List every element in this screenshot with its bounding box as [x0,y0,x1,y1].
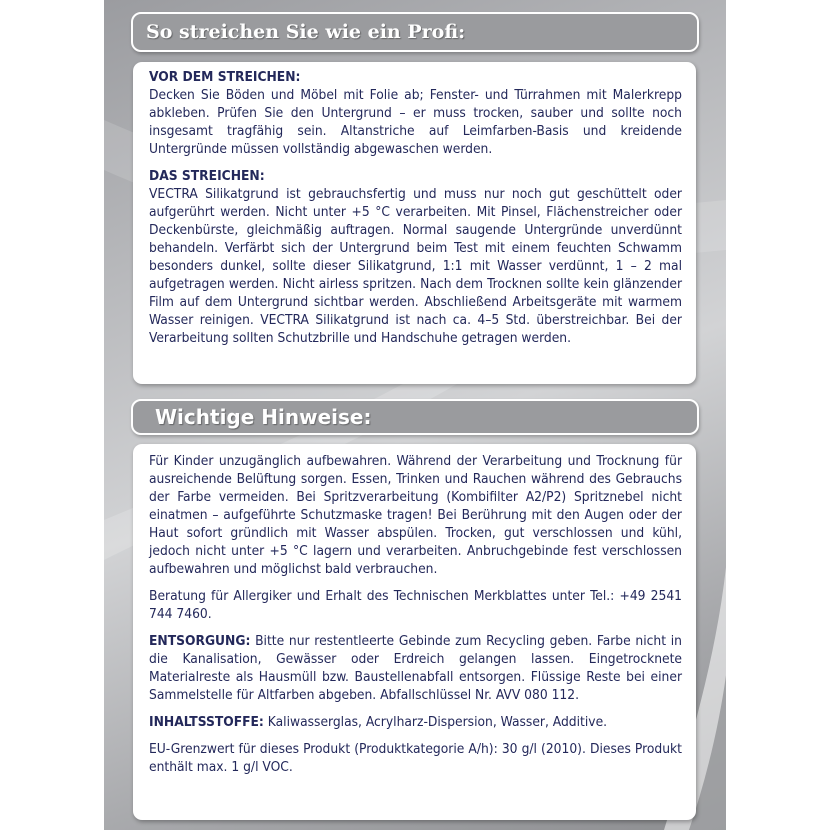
ingredients-paragraph [149,713,682,731]
before-painting-section [149,68,682,158]
profi-header-title: So streichen Sie wie ein Profi: [146,21,466,43]
disposal-paragraph [149,632,682,704]
ingredients-text: Kaliwasserglas, Acrylharz-Dispersion, Wasser, Additive. [263,714,608,730]
disposal-text: Bitte nur restentleerte Gebinde zum Recycling geben. Farbe nicht in die Kanalisation, Gewässer oder Erdreich gelangen lassen. Eingetrocknete Materialreste als Hausmüll bzw. Baustellenabfall entsorgen. Flüssige Reste bei einer Sammelstelle für Altfarben abgeben. Abfallschlüssel Nr. AVV 080 112. [149,633,682,703]
advice-text: Beratung für Allergiker und Erhalt des Technischen Merkblattes unter Tel.: +49 2541 744 7460. [149,588,682,622]
instructions-box [133,62,696,384]
before-painting-text: Decken Sie Böden und Möbel mit Folie ab; Fenster- und Türrahmen mit Malerkrepp abkleben. Prüfen Sie den Untergrund – er muss trocken, sauber und sollte noch insgesamt tragfähig sein. Altanstriche auf Leimfarben-Basis und kreidende Untergründe müssen vollständig abgewaschen werden. [149,87,682,157]
eu-limit-text: EU-Grenzwert für dieses Produkt (Produktkategorie A/h): 30 g/l (2010). Dieses Produkt enthält max. 1 g/l VOC. [149,741,682,775]
painting-text: VECTRA Silikatgrund ist gebrauchsfertig und muss nur noch gut geschüttelt oder aufgerührt werden. Nicht unter +5 °C verarbeiten. Mit Pinsel, Flächenstreicher oder Deckenbürste, gleichmäßig auftragen. Normal saugende Untergründe unverdünnt behandeln. Verfärbt sich der Untergrund beim Test mit einem feuchten Schwamm besonders dunkel, sollte dieser Silikatgrund, 1:1 mit Wasser verdünnt, 1 – 2 mal aufgetragen werden. Nicht airless spritzen. Nach dem Trocknen sollte kein glänzender Film auf dem Untergrund sichtbar werden. Abschließend Arbeitsgeräte mit warmem Wasser reinigen. VECTRA Silikatgrund ist nach ca. 4–5 Std. überstreichbar. Bei der Verarbeitung sollten Schutzbrille und Handschuhe getragen werden. [149,186,682,346]
notes-box [133,444,696,820]
disposal-label: ENTSORGUNG: [149,633,251,649]
notes-header-title: Wichtige Hinweise: [155,405,372,429]
before-painting-heading: VOR DEM STREICHEN: [149,69,301,85]
safety-text: Für Kinder unzugänglich aufbewahren. Während der Verarbeitung und Trocknung für ausreichende Belüftung sorgen. Essen, Trinken und Rauchen während des Gebrauchs der Farbe vermeiden. Bei Spritzverarbeitung (Kombifilter A2/P2) Spritznebel nicht einatmen – aufgeführte Schutzmaske tragen! Bei Berührung mit den Augen oder der Haut sofort gründlich mit Wasser abspülen. Trocken, gut verschlossen und kühl, jedoch nicht unter +5 °C lagern und verarbeiten. Anbruchgebinde fest verschlossen aufbewahren und möglichst bald verbrauchen. [149,453,682,577]
profi-header [131,12,699,52]
ingredients-label: INHALTSSTOFFE: [149,714,264,730]
painting-heading: DAS STREICHEN: [149,168,265,184]
painting-section [149,167,682,347]
notes-header [131,399,699,435]
